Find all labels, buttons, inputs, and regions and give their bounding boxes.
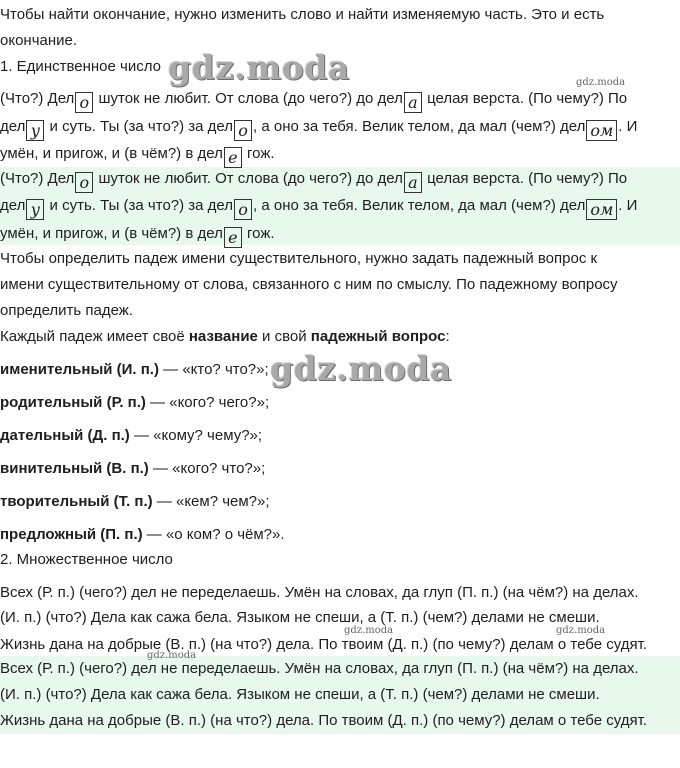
watermark-logo: gdz.moda xyxy=(168,48,350,87)
p1-text: (Что?) Дел xyxy=(0,90,75,107)
p1-text: целая верста. (По чему?) По xyxy=(427,90,628,107)
p1-hl-line-3 xyxy=(0,221,275,247)
case-question: — «кем? чем?»; xyxy=(152,493,270,510)
p2-hl-line-2: (И. п.) (что?) Дела как сажа бела. Языком не спеши, а (Т. п.) (чем?) делами не смеши. xyxy=(0,686,600,703)
p1-text: шуток не любит. От слова (до чего?) до дел xyxy=(98,90,403,107)
case-question: — «о ком? о чём?». xyxy=(142,526,285,543)
watermark-small: gdz.moda xyxy=(344,625,394,636)
case-name: дательный (Д. п.) xyxy=(0,427,130,444)
case-intro-line-3: определить падеж. xyxy=(0,302,133,319)
case-name: винительный (В. п.) xyxy=(0,460,149,477)
p1-text: дел xyxy=(0,118,26,135)
watermark-small: gdz.moda xyxy=(147,650,197,661)
case-question: — «кого? что?»; xyxy=(148,460,266,477)
ending-box: е xyxy=(224,147,242,168)
case-question: — «кому? чему?»; xyxy=(129,427,263,444)
case-item xyxy=(0,489,270,515)
cases-heading xyxy=(0,324,450,350)
case-name: творительный (Т. п.) xyxy=(0,493,153,510)
p1-text: умён, и пригож, и (в чём?) в дел xyxy=(0,145,223,162)
section2-title: 2. Множественное число xyxy=(0,551,173,568)
cases-heading-pre: Каждый падеж имеет своё xyxy=(0,328,189,345)
case-name: именительный (И. п.) xyxy=(0,361,159,378)
case-question: — «кто? что?»; xyxy=(158,361,269,378)
case-name: родительный (Р. п.) xyxy=(0,394,146,411)
case-intro-line-2: имени существительному от слова, связанного с ним по смыслу. По падежному вопросу xyxy=(0,276,618,293)
ending-box: а xyxy=(404,172,422,193)
p2-line-3: Жизнь дана на добрые (В. п.) (на что?) дела. По твоим (Д. п.) (по чему?) делам о тебе судят. xyxy=(0,636,647,653)
case-question: — «кого? чего?»; xyxy=(145,394,270,411)
p2-hl-line-3: Жизнь дана на добрые (В. п.) (на что?) дела. По твоим (Д. п.) (по чему?) делам о тебе судят. xyxy=(0,712,647,729)
cases-heading-mid: и свой xyxy=(257,328,311,345)
ending-box: у xyxy=(26,199,44,220)
p1-text: . И xyxy=(618,118,638,135)
case-item xyxy=(0,390,269,416)
watermark-logo: gdz.moda xyxy=(270,349,452,388)
ending-box: о xyxy=(75,92,93,113)
p1-text: , а оно за тебя. Велик телом, да мал (чем?) дел xyxy=(253,118,586,135)
cases-heading-bold-question: падежный вопрос xyxy=(310,328,446,345)
case-name: предложный (П. п.) xyxy=(0,526,143,543)
p1-line-2 xyxy=(0,114,637,140)
p2-line-1: Всех (Р. п.) (чего?) дел не переделаешь. Умён на словах, да глуп (П. п.) (на чём?) на делах. xyxy=(0,584,639,601)
intro-line-1: Чтобы найти окончание, нужно изменить слово и найти изменяемую часть. Это и есть xyxy=(0,6,605,23)
p1-text: целая верста. (По чему?) По xyxy=(427,170,628,187)
ending-box: у xyxy=(26,120,44,141)
ending-box: о xyxy=(234,120,252,141)
p1-text: дел xyxy=(0,197,26,214)
ending-box: е xyxy=(224,227,242,248)
ending-box: а xyxy=(404,92,422,113)
case-item xyxy=(0,423,262,449)
p1-text: , а оно за тебя. Велик телом, да мал (чем?) дел xyxy=(253,197,586,214)
p1-line-1 xyxy=(0,86,627,112)
p2-hl-line-1: Всех (Р. п.) (чего?) дел не переделаешь. Умён на словах, да глуп (П. п.) (на чём?) на делах. xyxy=(0,660,639,677)
watermark-small: gdz.moda xyxy=(556,625,606,636)
section1-title: 1. Единственное число xyxy=(0,58,161,75)
case-intro-line-1: Чтобы определить падеж имени существительного, нужно задать падежный вопрос к xyxy=(0,250,598,267)
p1-text: шуток не любит. От слова (до чего?) до дел xyxy=(98,170,403,187)
p1-text: и суть. Ты (за что?) за дел xyxy=(49,197,234,214)
p1-text: (Что?) Дел xyxy=(0,170,75,187)
cases-heading-post: : xyxy=(445,328,450,345)
p2-line-2: (И. п.) (что?) Дела как сажа бела. Языком не спеши, а (Т. п.) (чем?) делами не смеши. xyxy=(0,609,600,626)
p1-text: . И xyxy=(618,197,638,214)
p1-text: и суть. Ты (за что?) за дел xyxy=(49,118,234,135)
p1-text: гож. xyxy=(247,145,275,162)
ending-box: ом xyxy=(586,199,617,220)
p1-text: умён, и пригож, и (в чём?) в дел xyxy=(0,225,223,242)
ending-box: ом xyxy=(586,120,617,141)
p1-text: гож. xyxy=(247,225,275,242)
case-item xyxy=(0,357,269,383)
p1-hl-line-1 xyxy=(0,166,627,192)
intro-line-2: окончание. xyxy=(0,32,78,49)
p1-hl-line-2 xyxy=(0,193,637,219)
cases-heading-bold-name: название xyxy=(188,328,258,345)
ending-box: о xyxy=(75,172,93,193)
watermark-small: gdz.moda xyxy=(576,77,626,88)
case-item xyxy=(0,456,265,482)
case-item xyxy=(0,522,285,548)
ending-box: о xyxy=(234,199,252,220)
p1-line-3 xyxy=(0,141,275,167)
